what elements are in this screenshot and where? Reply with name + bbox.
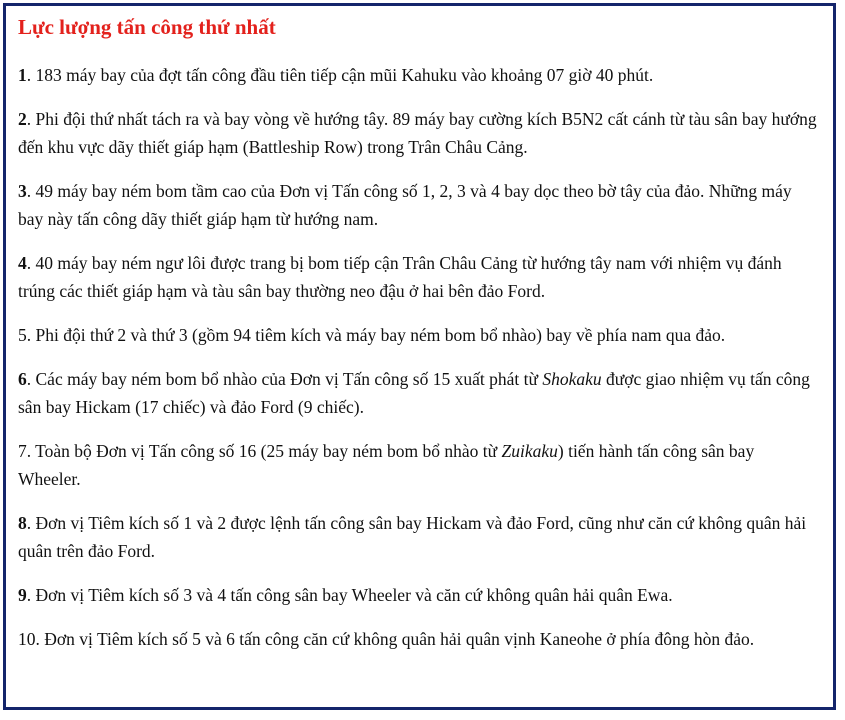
item-text: . Đơn vị Tiêm kích số 3 và 4 tấn công sân bay Wheeler và căn cứ không quân hải quân Ewa. [26,585,673,605]
list-item [18,509,818,565]
list-item [18,61,818,89]
item-number: 2 [18,109,27,129]
item-number: 3 [18,181,27,201]
item-number: 4 [18,253,27,273]
list-item [18,625,818,653]
item-text: . Toàn bộ Đơn vị Tấn công số 16 (25 máy bay ném bom bổ nhào từ [26,441,502,461]
item-text: . Phi đội thứ nhất tách ra và bay vòng về hướng tây. 89 máy bay cường kích B5N2 cất cánh từ tàu sân bay hướng đến khu vực dãy thiết giáp hạm (Battleship Row) trong Trân Châu Cảng. [18,109,817,157]
list-item [18,105,818,161]
item-text: . 183 máy bay của đợt tấn công đầu tiên tiếp cận mũi Kahuku vào khoảng 07 giờ 40 phút. [26,65,654,85]
item-number: 5 [18,325,27,345]
item-number: 7 [18,441,27,461]
item-number: 8 [18,513,27,533]
list-item [18,365,818,421]
list-item [18,437,818,493]
list-item [18,177,818,233]
item-text: . Đơn vị Tiêm kích số 1 và 2 được lệnh tấn công sân bay Hickam và đảo Ford, cũng như căn cứ không quân hải quân trên đảo Ford. [18,513,807,561]
item-list [18,61,818,669]
item-number: 6 [18,369,27,389]
ship-name: Zuikaku [501,441,558,461]
item-number: 10 [18,629,36,649]
item-text: . Đơn vị Tiêm kích số 5 và 6 tấn công căn cứ không quân hải quân vịnh Kaneohe ở phía đông hòn đảo. [35,629,755,649]
item-number: 1 [18,65,27,85]
list-item [18,581,818,609]
document-frame [3,3,836,710]
item-text: . Phi đội thứ 2 và thứ 3 (gồm 94 tiêm kích và máy bay ném bom bổ nhào) bay về phía nam qua đảo. [26,325,726,345]
ship-name: Shokaku [542,369,602,389]
list-item [18,321,818,349]
list-item [18,249,818,305]
item-number: 9 [18,585,27,605]
item-text: . 40 máy bay ném ngư lôi được trang bị bom tiếp cận Trân Châu Cảng từ hướng tây nam với nhiệm vụ đánh trúng các thiết giáp hạm và tàu sân bay thường neo đậu ở hai bên đảo Ford. [18,253,782,301]
item-text: . Các máy bay ném bom bổ nhào của Đơn vị Tấn công số 15 xuất phát từ [26,369,543,389]
item-text: được giao nhiệm vụ tấn công sân bay Hickam (17 chiếc) và đảo Ford (9 chiếc). [18,369,810,417]
document-title: Lực lượng tấn công thứ nhất [18,15,276,39]
item-text: ) tiến hành tấn công sân bay Wheeler. [18,441,755,489]
item-text: . 49 máy bay ném bom tầm cao của Đơn vị Tấn công số 1, 2, 3 và 4 bay dọc theo bờ tây của đảo. Những máy bay này tấn công dãy thiết giáp hạm từ hướng nam. [18,181,792,229]
